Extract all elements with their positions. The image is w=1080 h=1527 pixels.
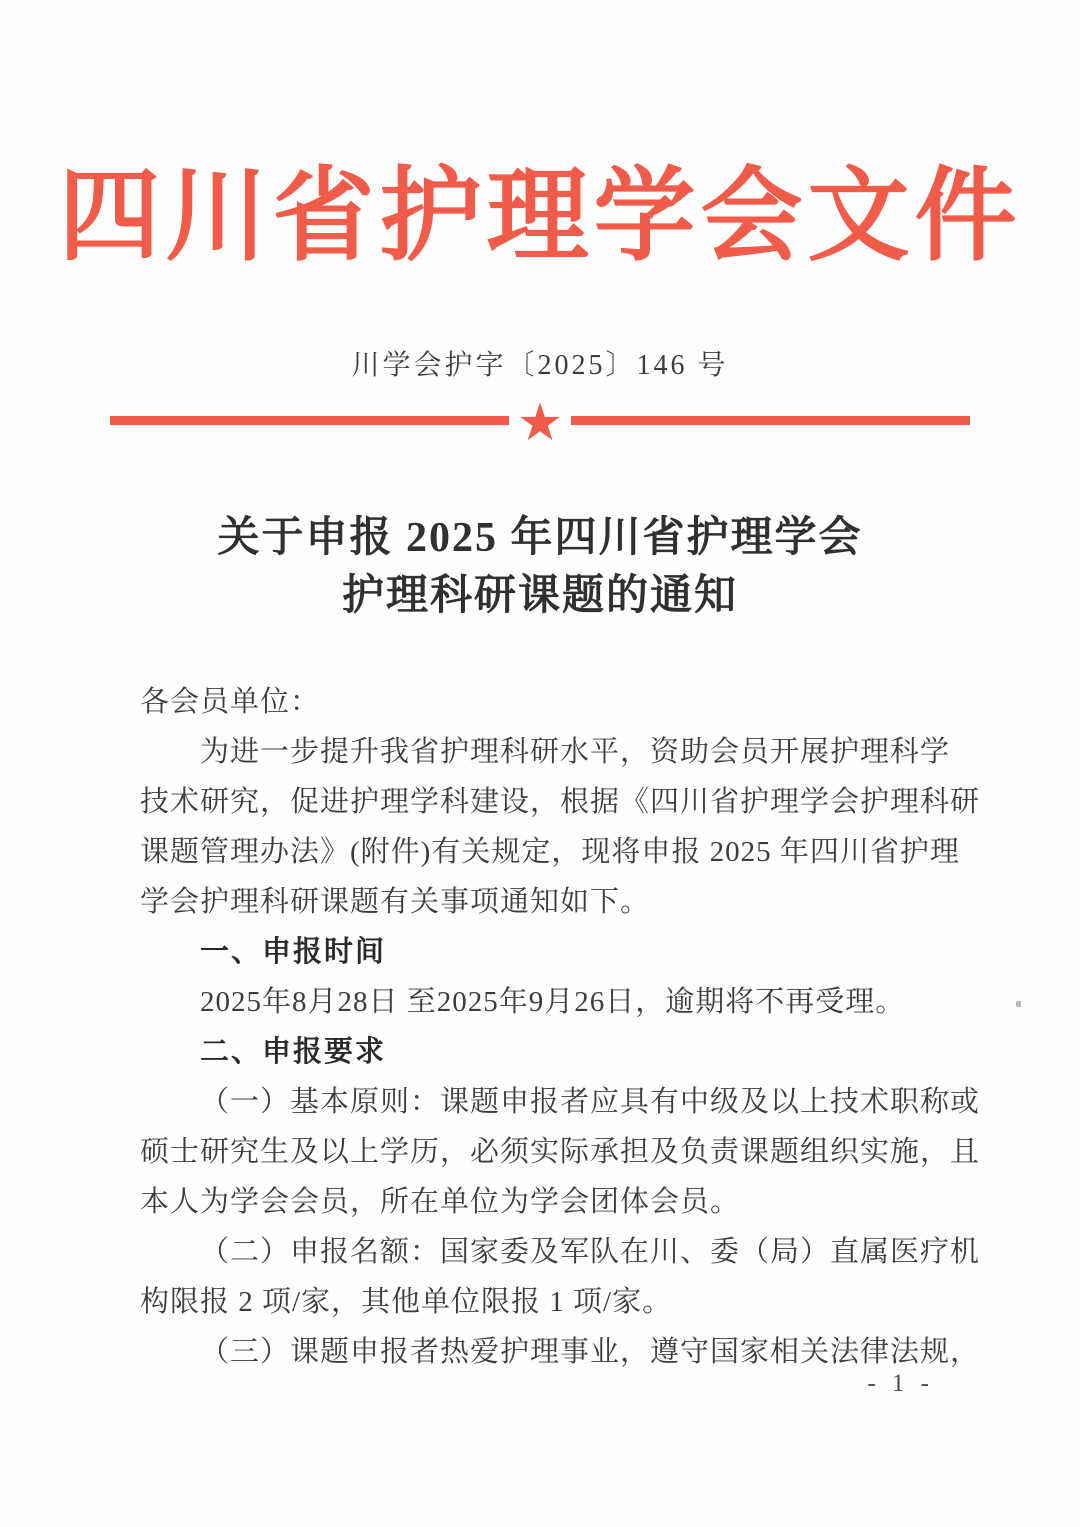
- body-line: 课题管理办法》(附件)有关规定，现将申报 2025 年四川省护理: [140, 835, 960, 868]
- document-number: 川学会护字〔2025〕146 号: [351, 349, 729, 381]
- scan-artifact: [1016, 1001, 1021, 1007]
- letterhead-title: 四川省护理学会文件: [58, 161, 1022, 274]
- section-heading-2: 二、申报要求: [200, 1035, 387, 1068]
- red-divider: [110, 394, 970, 452]
- document-title: [0, 509, 1080, 625]
- body-line: 技术研究，促进护理学科建设，根据《四川省护理学会护理科研: [140, 785, 981, 818]
- body-line: 2025年8月28日 至2025年9月26日，逾期将不再受理。: [200, 985, 906, 1018]
- red-divider-right-bar: [571, 416, 970, 425]
- body-line: （二）申报名额：国家委及军队在川、委（局）直属医疗机: [200, 1235, 981, 1268]
- body-line: （一）基本原则：课题申报者应具有中级及以上技术职称或: [200, 1085, 981, 1118]
- page-number: - 1 -: [867, 1370, 934, 1397]
- body-line: 学会护理科研课题有关事项通知如下。: [140, 885, 651, 918]
- red-divider-left-bar: [110, 416, 509, 425]
- document-title-line2: 护理科研课题的通知: [341, 572, 738, 619]
- body-line: 本人为学会会员，所在单位为学会团体会员。: [140, 1185, 741, 1218]
- body-line: 为进一步提升我省护理科研水平，资助会员开展护理科学: [200, 735, 951, 768]
- document-body: [140, 677, 981, 1377]
- body-line: 硕士研究生及以上学历，必须实际承担及负责课题组织实施，且: [140, 1135, 981, 1168]
- body-line-salutation: 各会员单位：: [140, 685, 321, 718]
- section-heading-1: 一、申报时间: [200, 935, 387, 968]
- body-line: （三）课题申报者热爱护理事业，遵守国家相关法律法规，: [200, 1335, 981, 1368]
- star-icon: ★: [516, 394, 564, 452]
- document-title-line1: 关于申报 2025 年四川省护理学会: [217, 514, 863, 561]
- body-line: 构限报 2 项/家，其他单位限报 1 项/家。: [140, 1285, 673, 1318]
